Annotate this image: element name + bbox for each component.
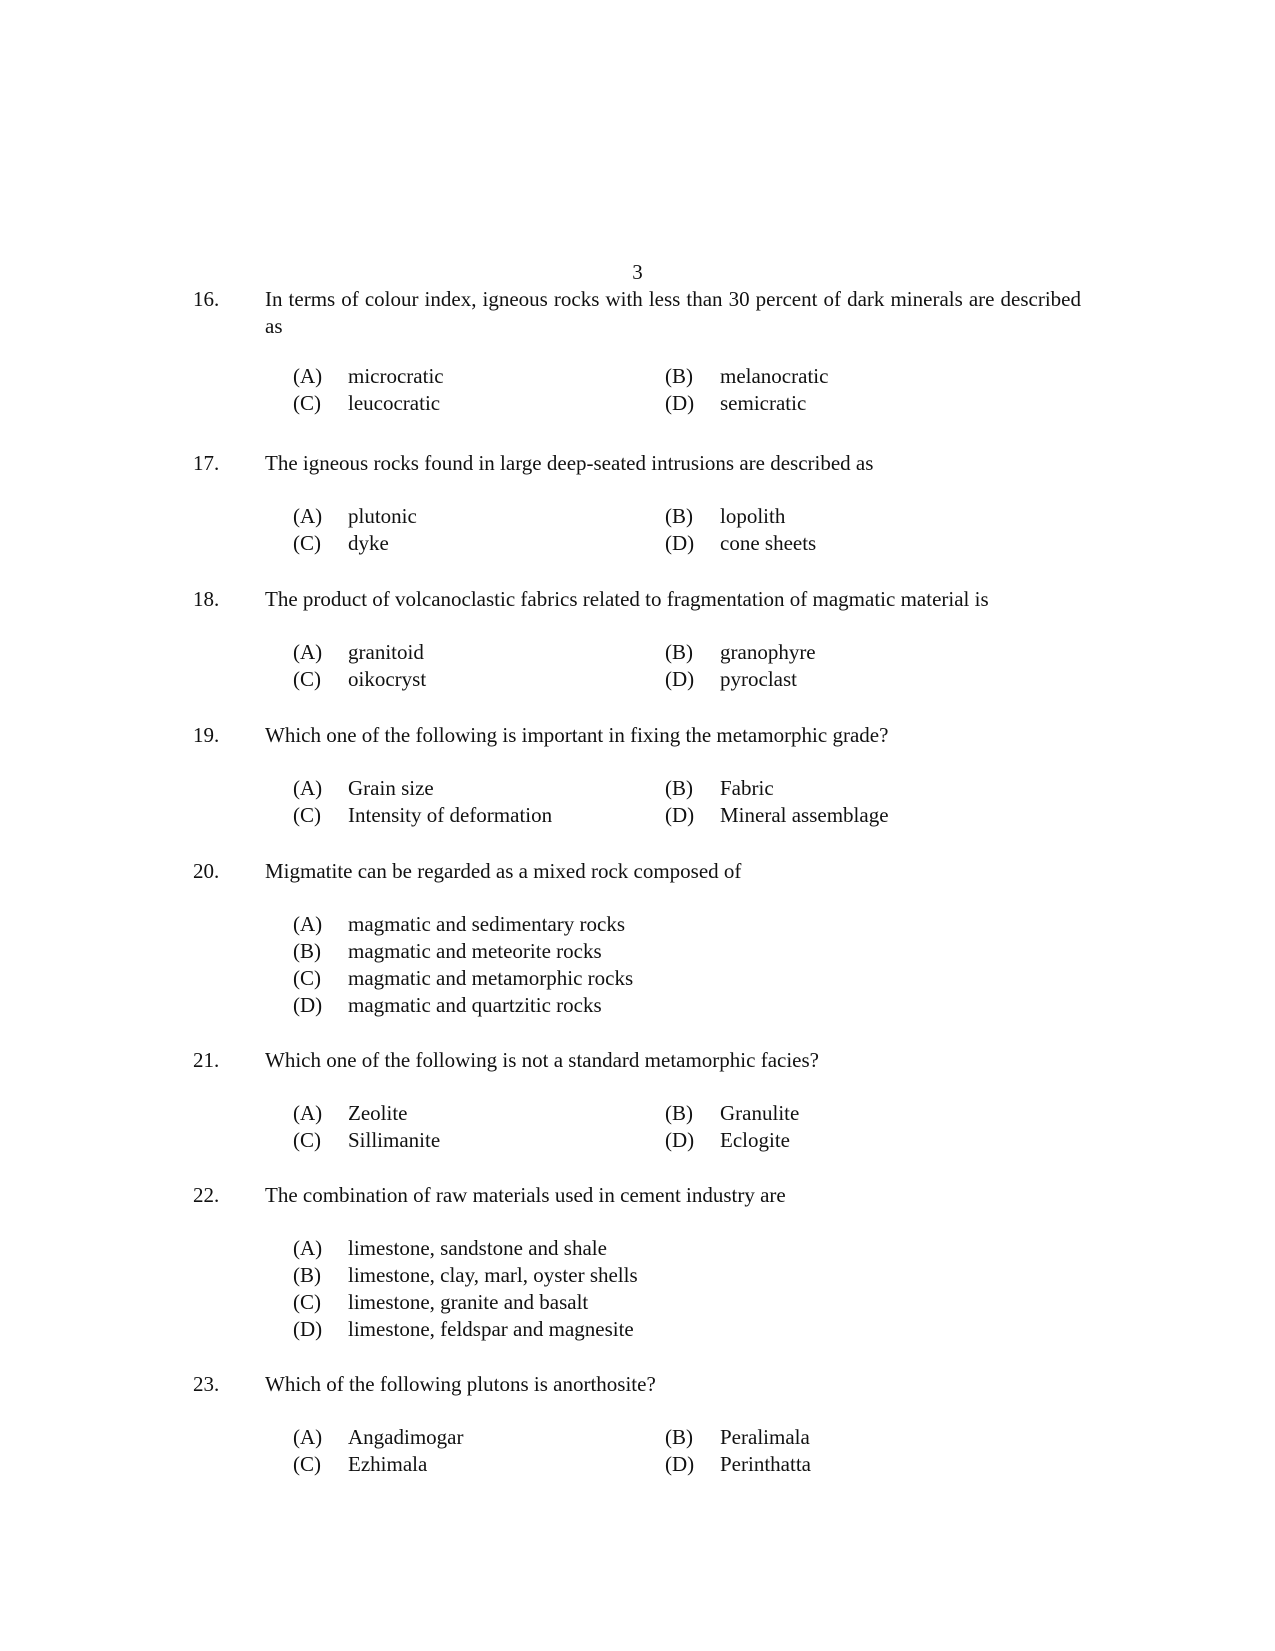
option-label: (A) [293,640,323,664]
option-label: (D) [293,993,323,1017]
option-label: (A) [293,912,323,936]
question-number: 19. [193,723,220,747]
option-label: (D) [665,803,695,827]
option-text: Peralimala [720,1425,810,1449]
option-label: (C) [293,1452,321,1476]
option-text: Sillimanite [348,1128,441,1152]
option-label: (C) [293,667,321,691]
option-text: Granulite [720,1101,800,1125]
option-label: (B) [665,1101,693,1125]
option-label: (B) [665,504,693,528]
option-label: (B) [665,1425,693,1449]
option-label: (B) [293,939,321,963]
option-text: Intensity of deformation [348,803,553,827]
option-label: (D) [665,391,695,415]
question-text: Which one of the following is important in fixing the metamorphic grade? [265,723,889,747]
option-label: (B) [665,364,693,388]
option-text: oikocryst [348,667,427,691]
option-label: (D) [665,1128,695,1152]
option-text: magmatic and sedimentary rocks [348,912,625,936]
option-text: magmatic and quartzitic rocks [348,993,602,1017]
option-label: (D) [665,531,695,555]
option-label: (D) [665,1452,695,1476]
option-text: Perinthatta [720,1452,811,1476]
question-number: 16. [193,287,220,311]
option-label: (C) [293,803,321,827]
option-label: (A) [293,1101,323,1125]
option-text: limestone, granite and basalt [348,1290,589,1314]
option-text: limestone, clay, marl, oyster shells [348,1263,638,1287]
question-number: 21. [193,1048,220,1072]
option-label: (C) [293,531,321,555]
option-text: pyroclast [720,667,797,691]
option-text: Zeolite [348,1101,408,1125]
option-text: Ezhimala [348,1452,428,1476]
question-text: Which of the following plutons is anorthosite? [265,1372,656,1396]
question-number: 17. [193,451,220,475]
option-label: (C) [293,1290,321,1314]
option-label: (B) [665,640,693,664]
option-label: (A) [293,776,323,800]
option-label: (B) [665,776,693,800]
option-text: granitoid [348,640,424,664]
question-text: Which one of the following is not a standard metamorphic facies? [265,1048,819,1072]
option-label: (A) [293,1236,323,1260]
option-label: (A) [293,504,323,528]
question-number: 18. [193,587,220,611]
option-text: dyke [348,531,389,555]
option-text: granophyre [720,640,816,664]
question-text: The product of volcanoclastic fabrics related to fragmentation of magmatic material is [265,587,989,611]
option-text: semicratic [720,391,807,415]
question-number: 20. [193,859,220,883]
option-text: Mineral assemblage [720,803,889,827]
option-text: magmatic and metamorphic rocks [348,966,634,990]
option-label: (A) [293,1425,323,1449]
option-label: (D) [293,1317,323,1341]
option-text: limestone, feldspar and magnesite [348,1317,634,1341]
option-label: (C) [293,391,321,415]
question-text: The combination of raw materials used in cement industry are [265,1183,786,1207]
option-text: leucocratic [348,391,441,415]
question-text: Migmatite can be regarded as a mixed rock composed of [265,859,742,883]
option-text: lopolith [720,504,786,528]
question-number: 23. [193,1372,220,1396]
option-label: (B) [293,1263,321,1287]
option-label: (A) [293,364,323,388]
option-text: Grain size [348,776,434,800]
option-text: Fabric [720,776,774,800]
option-text: limestone, sandstone and shale [348,1236,607,1260]
question-text: The igneous rocks found in large deep-seated intrusions are described as [265,451,874,475]
question-number: 22. [193,1183,220,1207]
option-label: (C) [293,1128,321,1152]
option-text: plutonic [348,504,417,528]
option-text: microcratic [348,364,444,388]
option-text: cone sheets [720,531,817,555]
option-text: melanocratic [720,364,829,388]
option-text: magmatic and meteorite rocks [348,939,602,963]
page-number: 3 [632,260,643,284]
option-label: (C) [293,966,321,990]
option-label: (D) [665,667,695,691]
question-text: In terms of colour index, igneous rocks with less than 30 percent of dark minerals are described as [265,287,1081,338]
option-text: Angadimogar [348,1425,464,1449]
option-text: Eclogite [720,1128,790,1152]
